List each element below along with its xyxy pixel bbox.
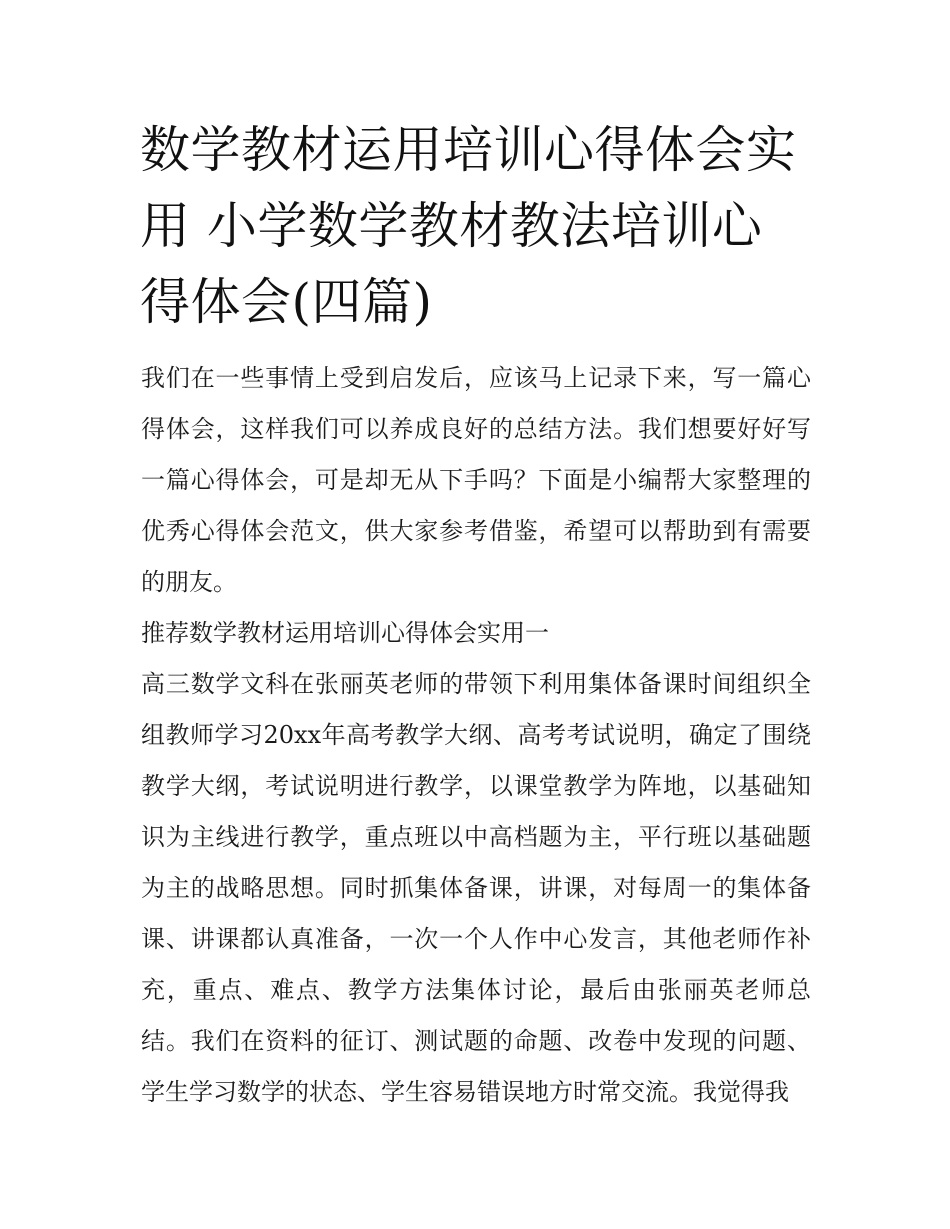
- document-title: 数学教材运用培训心得体会实用 小学数学教材教法培训心得体会(四篇): [140, 121, 797, 331]
- section-heading: 推荐数学教材运用培训心得体会实用一: [141, 619, 549, 647]
- intro-paragraph: 我们在一些事情上受到启发后，应该马上记录下来，写一篇心得体会，这样我们可以养成良好的总结方法。我们想要好好写一篇心得体会，可是却无从下手吗？下面是小编帮大家整理的优秀心得体会范文，供大家参考借鉴，希望可以帮助到有需要的朋友。: [141, 364, 811, 596]
- body-paragraph: 高三数学文科在张丽英老师的带领下利用集体备课时间组织全组教师学习20xx年高考教学大纲、高考考试说明，确定了围绕教学大纲，考试说明进行教学，以课堂教学为阵地，以基础知识为主线进行教学，重点班以中高档题为主，平行班以基础题为主的战略思想。同时抓集体备课，讲课，对每周一的集体备课、讲课都认真准备，一次一个人作中心发言，其他老师作补充，重点、难点、教学方法集体讨论，最后由张丽英老师总结。我们在资料的征订、测试题的命题、改卷中发现的问题、学生学习数学的状态、学生容易错误地方时常交流。我觉得我: [141, 670, 811, 1106]
